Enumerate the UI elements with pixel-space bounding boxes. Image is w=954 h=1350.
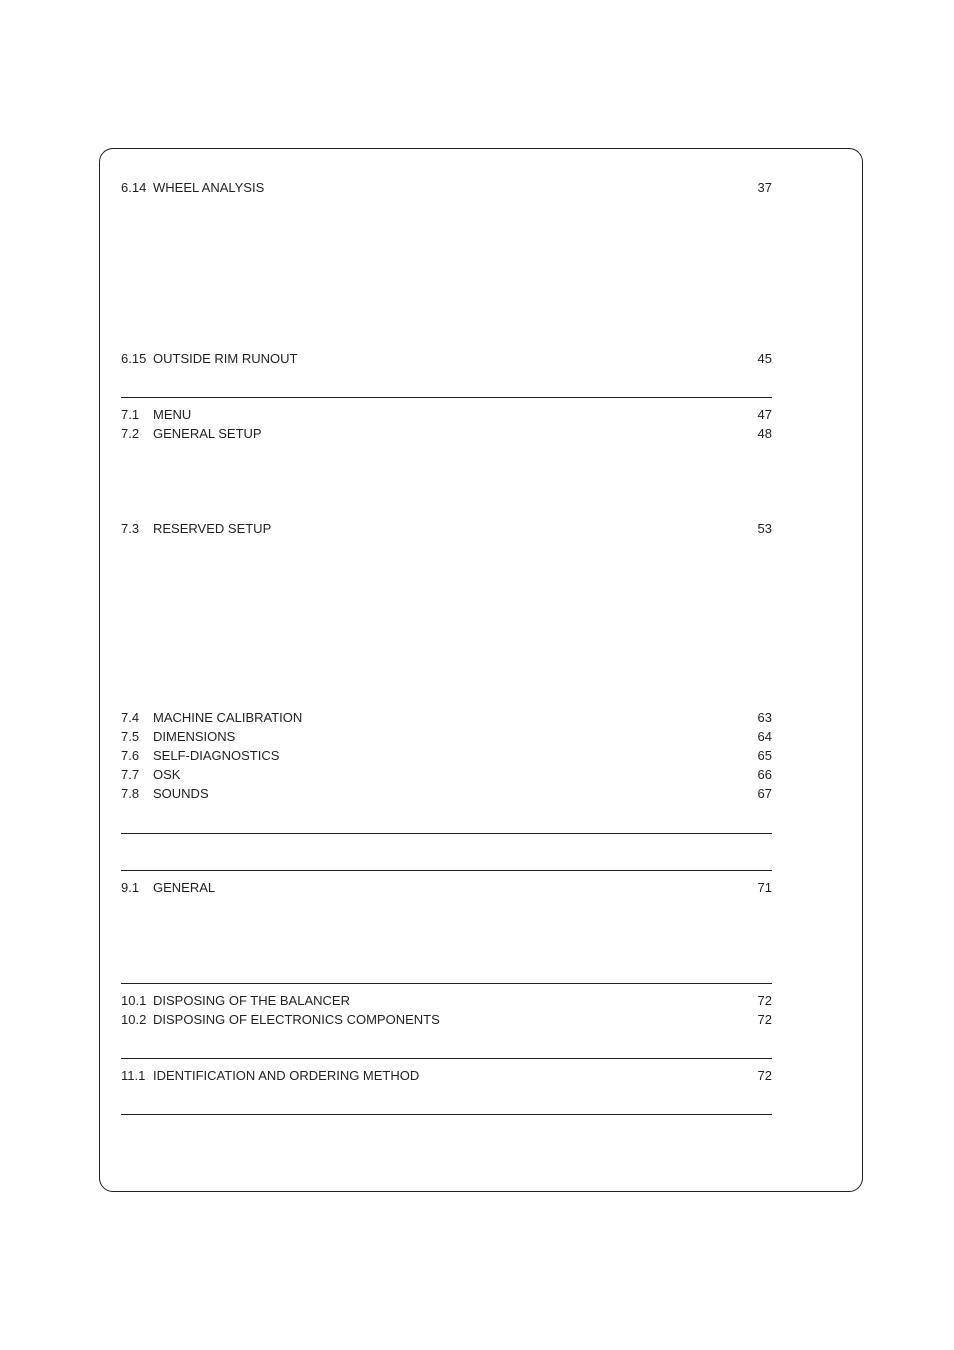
section-title: MENU	[153, 407, 192, 422]
section-number: 6.15	[121, 351, 147, 366]
page-number: 45	[757, 351, 772, 366]
section-title: OUTSIDE RIM RUNOUT	[153, 351, 298, 366]
section-number: 6.14	[121, 180, 147, 195]
page-number: 37	[757, 180, 772, 195]
section-divider	[121, 870, 772, 871]
section-number: 7.6	[121, 748, 140, 763]
section-title: SELF-DIAGNOSTICS	[153, 748, 280, 763]
section-title: MACHINE CALIBRATION	[153, 710, 303, 725]
section-number: 11.1	[121, 1068, 146, 1083]
section-number: 10.1	[121, 993, 147, 1008]
page-number: 71	[757, 880, 772, 895]
toc-entry	[121, 425, 772, 443]
section-divider	[121, 397, 772, 398]
section-divider	[121, 1114, 772, 1115]
page-number: 67	[757, 786, 772, 801]
section-title: DISPOSING OF THE BALANCER	[153, 993, 350, 1008]
toc-entry	[121, 785, 772, 803]
section-number: 7.1	[121, 407, 140, 422]
section-number: 7.2	[121, 426, 140, 441]
page-number: 72	[757, 1012, 772, 1027]
section-number: 7.5	[121, 729, 140, 744]
section-title: GENERAL	[153, 880, 216, 895]
toc-entry	[121, 520, 772, 538]
section-divider	[121, 983, 772, 984]
toc-entry	[121, 1067, 772, 1085]
section-number: 9.1	[121, 880, 140, 895]
section-title: IDENTIFICATION AND ORDERING METHOD	[153, 1068, 420, 1083]
section-number: 7.4	[121, 710, 140, 725]
section-number: 7.7	[121, 767, 140, 782]
section-title: DIMENSIONS	[153, 729, 236, 744]
page-number: 47	[757, 407, 772, 422]
section-title: SOUNDS	[153, 786, 209, 801]
toc-entry	[121, 1011, 772, 1029]
toc-entry	[121, 179, 772, 197]
section-title: WHEEL ANALYSIS	[153, 180, 265, 195]
section-divider	[121, 833, 772, 834]
page-number: 65	[757, 748, 772, 763]
toc-entry	[121, 350, 772, 368]
toc-frame	[99, 148, 863, 1192]
section-divider	[121, 1058, 772, 1059]
section-number: 7.3	[121, 521, 140, 536]
toc-entry	[121, 879, 772, 897]
section-title: RESERVED SETUP	[153, 521, 272, 536]
toc-entry	[121, 747, 772, 765]
page-number: 63	[757, 710, 772, 725]
page-number: 72	[757, 993, 772, 1008]
page-number: 48	[757, 426, 772, 441]
section-title: DISPOSING OF ELECTRONICS COMPONENTS	[153, 1012, 440, 1027]
toc-entry	[121, 709, 772, 727]
page-number: 66	[757, 767, 772, 782]
section-title: OSK	[153, 767, 181, 782]
toc-entry	[121, 728, 772, 746]
page-number: 64	[757, 729, 772, 744]
page-number: 72	[757, 1068, 772, 1083]
toc-entry	[121, 406, 772, 424]
section-number: 10.2	[121, 1012, 147, 1027]
page-number: 53	[757, 521, 772, 536]
section-number: 7.8	[121, 786, 140, 801]
toc-entry	[121, 766, 772, 784]
toc-entry	[121, 992, 772, 1010]
section-title: GENERAL SETUP	[153, 426, 262, 441]
